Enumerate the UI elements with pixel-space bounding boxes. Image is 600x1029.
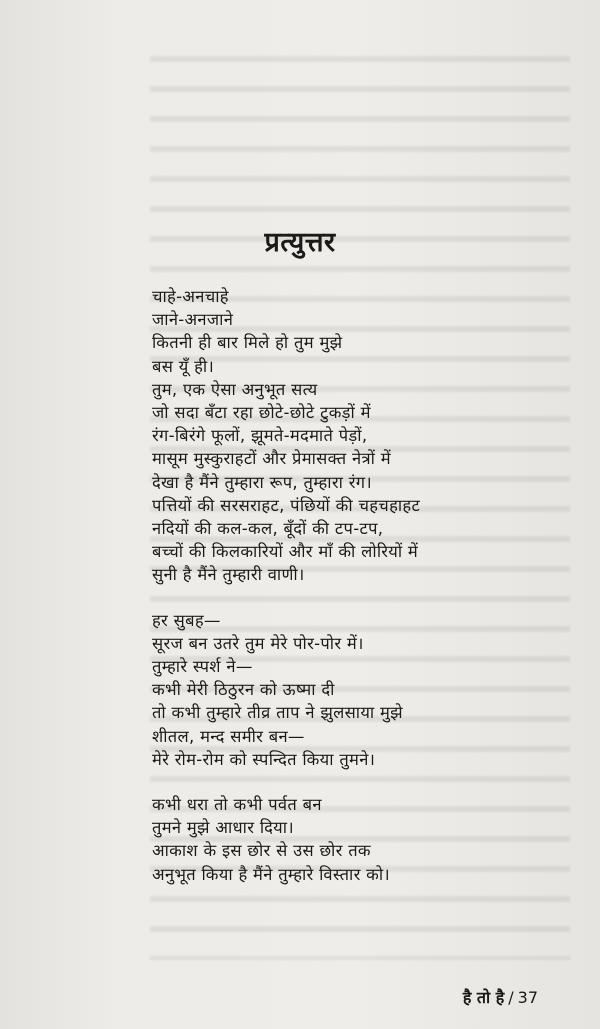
poem-line: तुम, एक ऐसा अनुभूत सत्य — [152, 379, 318, 399]
poem-line: अनुभूत किया है मैंने तुम्हारे विस्तार को। — [152, 864, 390, 884]
poem-line: देखा है मैंने तुम्हारा रूप, तुम्हारा रंग। — [152, 472, 372, 492]
poem-body — [152, 285, 582, 908]
poem-line: पत्तियों की सरसराहट, पंछियों की चहचहाहट — [152, 495, 421, 515]
poem-line: बस यूँ ही। — [152, 356, 215, 376]
poem-line: सूरज बन उतरे तुम मेरे पोर-पोर में। — [152, 633, 364, 653]
poem-line: जाने-अनजाने — [152, 310, 234, 330]
poem-line: कितनी ही बार मिले हो तुम मुझे — [152, 333, 343, 353]
poem-line: नदियों की कल-कल, बूँदों की टप-टप, — [152, 519, 384, 539]
stanza-4 — [152, 793, 582, 886]
poem-line: तो कभी तुम्हारे तीव्र ताप ने झुलसाया मुझे — [152, 703, 403, 723]
poem-line: कभी धरा तो कभी पर्वत बन — [152, 795, 322, 815]
poem-line: चाहे-अनचाहे — [152, 287, 229, 306]
poem-line: हर सुबह— — [152, 610, 221, 630]
poem-line: कभी मेरी ठिठुरन को ऊष्मा दी — [152, 680, 335, 700]
page-number: 37 — [517, 988, 538, 1007]
poem-line: आकाश के इस छोर से उस छोर तक — [152, 841, 371, 861]
poem-line: जो सदा बँटा रहा छोटे-छोटे टुकड़ों में — [152, 403, 371, 423]
poem-line: शीतल, मन्द समीर बन— — [152, 726, 305, 746]
poem-line: सुनी है मैंने तुम्हारी वाणी। — [152, 565, 305, 585]
poem-line: तुमने मुझे आधार दिया। — [152, 818, 294, 838]
stanza-1 — [152, 285, 582, 378]
poem-line: रंग-बिरंगे फूलों, झूमते-मदमाते पेड़ों, — [152, 426, 368, 446]
running-book-title: है तो है — [462, 988, 505, 1007]
page-footer — [463, 986, 538, 1008]
footer-separator: / — [508, 988, 514, 1007]
poem-line: मासूम मुस्कुराहटों और प्रेमासक्त नेत्रों में — [152, 449, 391, 469]
poem-title: प्रत्युत्तर — [264, 227, 336, 258]
stanza-3 — [152, 609, 582, 771]
poem-line: तुम्हारे स्पर्श ने— — [152, 657, 253, 677]
poem-line: बच्चों की किलकारियों और माँ की लोरियों में — [152, 542, 419, 562]
poem-line: मेरे रोम-रोम को स्पन्दित किया तुमने। — [152, 749, 376, 769]
stanza-2 — [152, 378, 582, 587]
